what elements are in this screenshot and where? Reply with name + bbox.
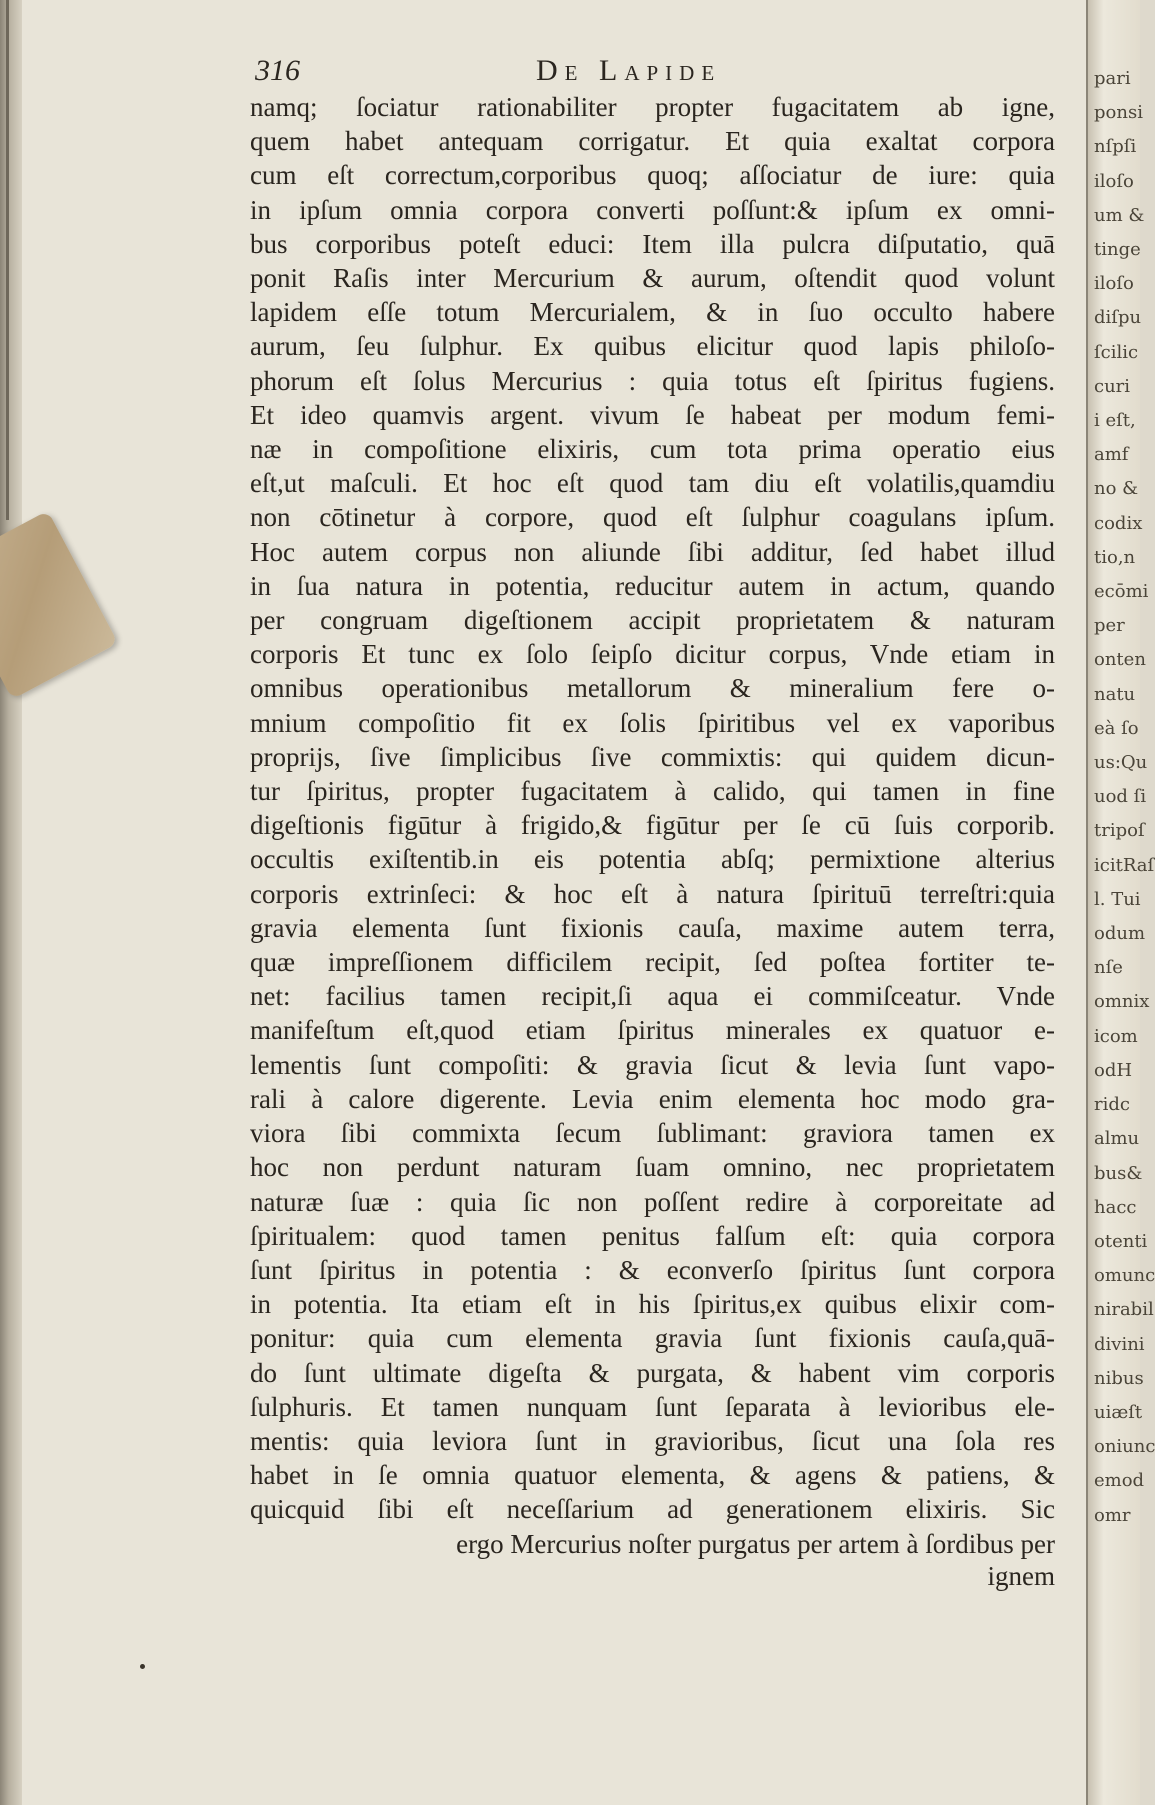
facing-page-fragment: nibus — [1094, 1367, 1144, 1389]
text-line: tur ſpiritus, propter fugacitatem à calido, qui tamen in fine — [250, 776, 1055, 807]
text-line: quæ impreſſionem difficilem recipit, ſed poſtea fortiter te- — [250, 947, 1055, 978]
facing-page-fragment: tripoſ — [1094, 820, 1145, 842]
text-line: naturæ ſuæ : quia ſic non poſſent redire à corporeitate ad — [250, 1186, 1055, 1217]
text-line: manifeſtum eſt,quod etiam ſpiritus minerales ex quatuor e- — [250, 1015, 1055, 1046]
facing-page-fragment: tio,n — [1094, 546, 1136, 568]
facing-page-fragment: nirabil — [1094, 1299, 1154, 1321]
facing-page-fragment: i eſt, — [1094, 410, 1136, 432]
facing-page-fragment: pari — [1094, 68, 1131, 89]
facing-page-fragment: diſpu — [1094, 307, 1142, 329]
text-line: non cōtinetur à corpore, quod eſt ſulphur coagulans ipſum. — [250, 502, 1055, 533]
text-line: omnibus operationibus metallorum & mineralium fere o- — [250, 673, 1055, 704]
facing-page-fragment: otenti — [1094, 1230, 1148, 1252]
text-line: aurum, ſeu ſulphur. Ex quibus elicitur quod lapis philoſo- — [250, 331, 1055, 362]
facing-page-fragment: curi — [1094, 375, 1131, 397]
text-line: quicquid ſibi eſt neceſſarium ad generationem elixiris. Sic — [250, 1494, 1055, 1525]
body-text — [250, 90, 1060, 1561]
text-line: ergo Mercurius noſter purgatus per artem à ſordibus per — [456, 1528, 1055, 1559]
text-line: ponitur: quia cum elementa gravia ſunt fixionis cauſa,quā- — [250, 1323, 1055, 1354]
facing-page-fragment: um & — [1094, 204, 1145, 226]
text-line: rali à calore digerente. Levia enim elementa hoc modo gra- — [250, 1083, 1055, 1114]
text-line: in ſua natura in potentia, reducitur autem in actum, quando — [250, 570, 1055, 601]
facing-page-fragments — [1088, 62, 1155, 1533]
facing-page-fragment: eà ſo — [1094, 717, 1139, 739]
text-line: do ſunt ultimate digeſta & purgata, & habent vim corporis — [250, 1357, 1055, 1388]
facing-page-fragment: ponsi — [1094, 102, 1143, 124]
facing-page-fragment: oniunc — [1094, 1436, 1155, 1458]
text-line: per congruam digeſtionem accipit proprietatem & naturam — [250, 605, 1055, 636]
text-line: in potentia. Ita etiam eſt in his ſpiritus,ex quibus elixir com- — [250, 1289, 1055, 1320]
facing-page-fragment: natu — [1094, 683, 1136, 705]
printed-page — [250, 50, 1060, 1591]
text-line: corporis Et tunc ex ſolo ſeipſo dicitur corpus, Vnde etiam in — [250, 639, 1055, 670]
text-line: gravia elementa ſunt fixionis cauſa, maxime autem terra, — [250, 912, 1055, 943]
facing-page-fragment: ſcilic — [1094, 341, 1139, 363]
facing-page-fragment: us:Qu — [1094, 752, 1148, 774]
facing-page-fragment: omr — [1094, 1504, 1131, 1526]
facing-page-fragment: ecōmi — [1094, 581, 1149, 603]
facing-page-fragment: onten — [1094, 649, 1146, 671]
facing-page-fragment: hacc — [1094, 1196, 1137, 1218]
page-number: 316 — [255, 54, 300, 87]
text-line: namq; ſociatur rationabiliter propter fugacitatem ab igne, — [250, 92, 1055, 122]
ink-speck — [140, 1664, 145, 1669]
text-line: in ipſum omnia corpora converti poſſunt:& ipſum ex omni- — [250, 194, 1055, 225]
text-line: lapidem eſſe totum Mercurialem, & in ſuo occulto habere — [250, 297, 1055, 328]
facing-page-fragment: odH — [1094, 1059, 1133, 1081]
text-line: ſpiritualem: quod tamen penitus falſum eſt: quia corpora — [250, 1220, 1055, 1251]
facing-page-fragment: tinge — [1094, 239, 1141, 261]
text-line: Hoc autem corpus non aliunde ſibi additur, ſed habet illud — [250, 536, 1055, 567]
facing-page-fragment: amf — [1094, 444, 1129, 466]
facing-page-edge — [1086, 0, 1155, 1805]
text-line: mnium compoſitio fit ex ſolis ſpiritibus vel ex vaporibus — [250, 707, 1055, 738]
catchword: ignem — [987, 1560, 1055, 1591]
facing-page-fragment: icom — [1094, 1025, 1138, 1047]
text-line: habet in ſe omnia quatuor elementa, & agens & patiens, & — [250, 1460, 1055, 1491]
facing-page-fragment: emod — [1094, 1470, 1145, 1492]
text-line: lementis ſunt compoſiti: & gravia ſicut & levia ſunt vapo- — [250, 1049, 1055, 1080]
facing-page-fragment: icitRaſ — [1094, 854, 1155, 876]
text-line: corporis extrinſeci: & hoc eſt à natura ſpirituū terreſtri:quia — [250, 878, 1055, 909]
facing-page-fragment: almu — [1094, 1128, 1140, 1150]
facing-page-fragment: nſpſi — [1094, 136, 1137, 158]
facing-page-fragment: per — [1094, 615, 1125, 637]
text-line: Et ideo quamvis argent. vivum ſe habeat per modum femi- — [250, 399, 1055, 430]
bookmark-strip — [0, 511, 118, 700]
text-line: cum eſt correctum,corporibus quoq; aſſociatur de iure: quia — [250, 160, 1055, 191]
facing-page-fragment: nſe — [1094, 957, 1123, 979]
text-line: bus corporibus poteſt educi: Item illa pulcra diſputatio, quā — [250, 228, 1055, 259]
text-line: digeſtionis figūtur à frigido,& figūtur per ſe cū ſuis corporib. — [250, 810, 1055, 841]
text-line: viora ſibi commixta ſecum ſublimant: graviora tamen ex — [250, 1118, 1055, 1149]
text-line: ponit Raſis inter Mercurium & aurum, oſtendit quod volunt — [250, 263, 1055, 294]
text-line: quem habet antequam corrigatur. Et quia exaltat corpora — [250, 126, 1055, 157]
text-line: ſunt ſpiritus in potentia : & econverſo ſpiritus ſunt corpora — [250, 1254, 1055, 1285]
text-line: phorum eſt ſolus Mercurius : quia totus eſt ſpiritus fugiens. — [250, 365, 1055, 396]
text-line: eſt,ut maſculi. Et hoc eſt quod tam diu eſt volatilis,quamdiu — [250, 468, 1055, 499]
text-line: hoc non perdunt naturam ſuam omnino, nec proprietatem — [250, 1152, 1055, 1183]
text-line: ſulphuris. Et tamen nunquam ſunt ſeparata à levioribus ele- — [250, 1391, 1055, 1422]
text-line: net: facilius tamen recipit,ſi aqua ei commiſceatur. Vnde — [250, 981, 1055, 1012]
facing-page-fragment: codix — [1094, 512, 1143, 534]
facing-page-fragment: omnix — [1094, 991, 1150, 1013]
book-binding-edge — [0, 0, 22, 1805]
page-header — [250, 50, 1060, 90]
running-title: De Lapide — [536, 54, 722, 87]
facing-page-fragment: iloſo — [1094, 273, 1134, 295]
text-line: næ in compoſitione elixiris, cum tota prima operatio eius — [250, 434, 1055, 465]
facing-page-fragment: l. Tui — [1094, 888, 1141, 910]
facing-page-fragment: divini — [1094, 1333, 1145, 1355]
facing-page-fragment: odum — [1094, 923, 1146, 945]
text-line: occultis exiſtentib.in eis potentia abſq; permixtione alterius — [250, 844, 1055, 875]
text-line: proprijs, ſive ſimplicibus ſive commixtis: qui quidem dicun- — [250, 741, 1055, 772]
text-line: mentis: quia leviora ſunt in gravioribus, ſicut una ſola res — [250, 1425, 1055, 1456]
binding-shadow-line — [6, 0, 9, 520]
facing-page-fragment: no & — [1094, 478, 1139, 500]
facing-page-fragment: uiæſt — [1094, 1401, 1143, 1423]
facing-page-fragment: ridc — [1094, 1094, 1130, 1116]
facing-page-fragment: iloſo — [1094, 170, 1134, 192]
facing-page-fragment: uod ſi — [1094, 786, 1147, 808]
facing-page-fragment: omunc — [1094, 1265, 1155, 1287]
facing-page-fragment: bus& — [1094, 1162, 1143, 1184]
